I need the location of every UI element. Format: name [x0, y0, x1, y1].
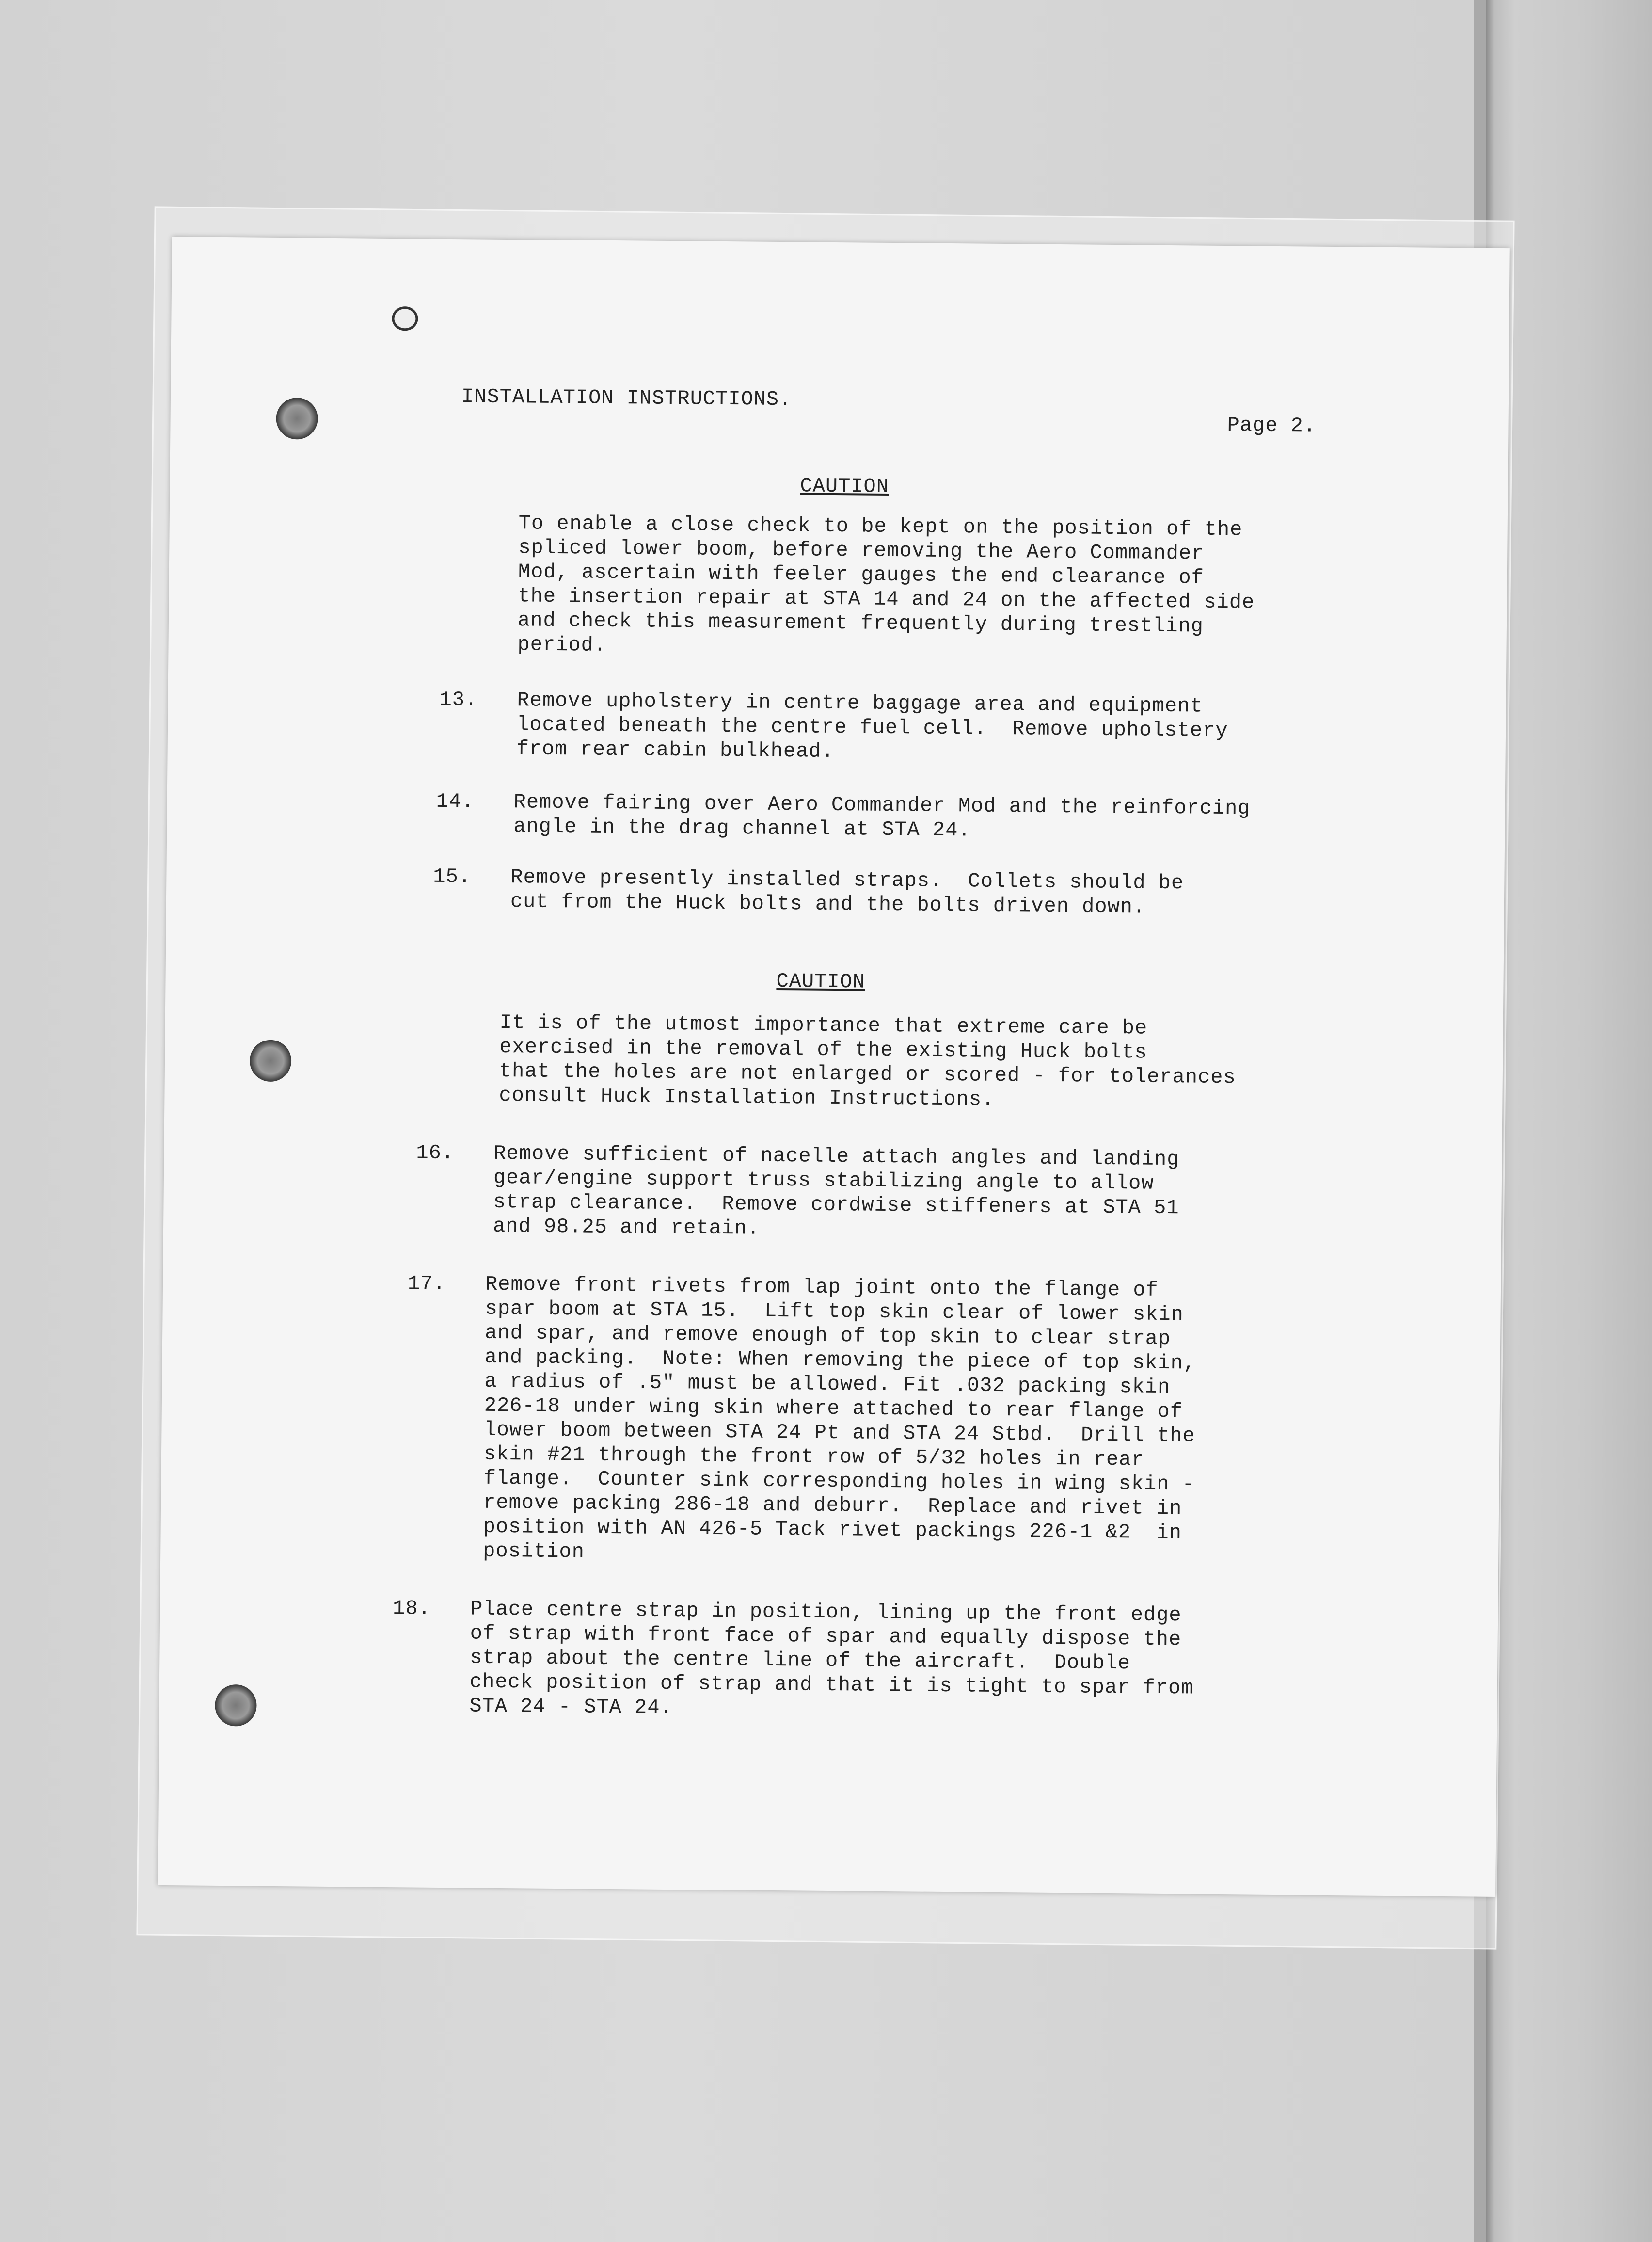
- binder-hole-middle: [250, 1040, 292, 1082]
- step-18-line: of strap with front face of spar and equally dispose the: [470, 1621, 1182, 1651]
- step-number-13: 13.: [439, 688, 478, 712]
- step-13-line: Remove upholstery in centre baggage area and equipment: [517, 689, 1203, 718]
- binder-hole-top: [276, 398, 318, 440]
- step-17-line: lower boom between STA 24 Pt and STA 24 Stbd. Drill the: [484, 1418, 1196, 1448]
- caution-1-line: the insertion repair at STA 14 and 24 on the affected side: [518, 584, 1255, 614]
- step-18-text: [469, 1597, 1194, 1725]
- step-17-line: skin #21 through the front row of 5/32 holes in rear: [483, 1442, 1144, 1472]
- step-15-text: [510, 865, 1184, 919]
- step-number-17: 17.: [407, 1272, 446, 1296]
- step-16-line: Remove sufficient of nacelle attach angles and landing: [493, 1141, 1180, 1171]
- step-15-line: Remove presently installed straps. Collets should be: [510, 865, 1184, 895]
- caution-2-line: that the holes are not enlarged or scored - for tolerances: [499, 1059, 1236, 1089]
- step-number-16: 16.: [416, 1141, 455, 1165]
- caution-1-line: To enable a close check to be kept on the position of the: [518, 512, 1243, 542]
- document-page: [158, 237, 1510, 1897]
- caution-heading-2: CAUTION: [776, 969, 866, 994]
- step-16-line: and 98.25 and retain.: [492, 1214, 760, 1240]
- page-number: Page 2.: [1227, 414, 1317, 438]
- caution-1-line: period.: [517, 633, 607, 657]
- step-number-14: 14.: [436, 789, 475, 814]
- caution-2-line: exercised in the removal of the existing Huck bolts: [499, 1035, 1147, 1064]
- caution-1-line: Mod, ascertain with feeler gauges the end clearance of: [518, 560, 1205, 590]
- caution-2-line: It is of the utmost importance that extreme care be: [499, 1010, 1148, 1040]
- caution-1-line: spliced lower boom, before removing the Aero Commander: [518, 536, 1205, 565]
- step-14-line: Remove fairing over Aero Commander Mod and the reinforcing: [513, 790, 1251, 820]
- small-punch-hole: [392, 306, 418, 331]
- step-17-line: position: [483, 1539, 585, 1564]
- step-14-line: angle in the drag channel at STA 24.: [513, 815, 971, 842]
- step-13-line: from rear cabin bulkhead.: [516, 737, 834, 763]
- step-18-line: STA 24 - STA 24.: [469, 1694, 673, 1720]
- caution-2-line: consult Huck Installation Instructions.: [499, 1083, 995, 1111]
- step-18-line: strap about the centre line of the aircraft. Double: [470, 1646, 1131, 1675]
- document-title: INSTALLATION INSTRUCTIONS.: [461, 385, 792, 412]
- step-17-line: and spar, and remove enough of top skin to clear strap: [484, 1321, 1171, 1351]
- step-17-line: flange. Counter sink corresponding holes in wing skin -: [483, 1466, 1195, 1496]
- step-18-line: check position of strap and that it is tight to spar from: [469, 1670, 1194, 1700]
- step-16-line: gear/engine support truss stabilizing angle to allow: [493, 1166, 1154, 1195]
- step-13-text: [516, 688, 1228, 767]
- step-17-line: and packing. Note: When removing the piece of top skin,: [484, 1345, 1196, 1375]
- binder-hole-bottom: [215, 1684, 257, 1727]
- step-17-line: remove packing 286-18 and deburr. Replace and rivet in: [483, 1490, 1182, 1521]
- caution-1-line: and check this measurement frequently during trestling: [517, 609, 1204, 638]
- step-13-line: located beneath the centre fuel cell. Remove upholstery: [516, 713, 1228, 743]
- step-17-text: [483, 1272, 1197, 1569]
- step-18-line: Place centre strap in position, lining up the front edge: [470, 1597, 1182, 1627]
- step-number-15: 15.: [433, 865, 472, 889]
- step-15-line: cut from the Huck bolts and the bolts driven down.: [510, 890, 1146, 919]
- caution-text-2: [499, 1010, 1237, 1114]
- step-17-line: 226-18 under wing skin where attached to rear flange of: [484, 1393, 1183, 1424]
- step-17-line: a radius of .5" must be allowed. Fit .032 packing skin: [484, 1369, 1171, 1399]
- step-number-18: 18.: [393, 1597, 431, 1620]
- caution-text-1: [517, 511, 1255, 663]
- step-17-line: spar boom at STA 15. Lift top skin clear of lower skin: [485, 1297, 1184, 1327]
- step-16-line: strap clearance. Remove cordwise stiffeners at STA 51: [493, 1190, 1179, 1220]
- step-14-text: [513, 790, 1251, 845]
- step-17-line: Remove front rivets from lap joint onto the flange of: [485, 1272, 1159, 1302]
- caution-heading-1: CAUTION: [800, 474, 890, 498]
- step-16-text: [493, 1141, 1180, 1244]
- step-17-line: position with AN 426-5 Tack rivet packings 226-1 &2 in: [483, 1515, 1182, 1545]
